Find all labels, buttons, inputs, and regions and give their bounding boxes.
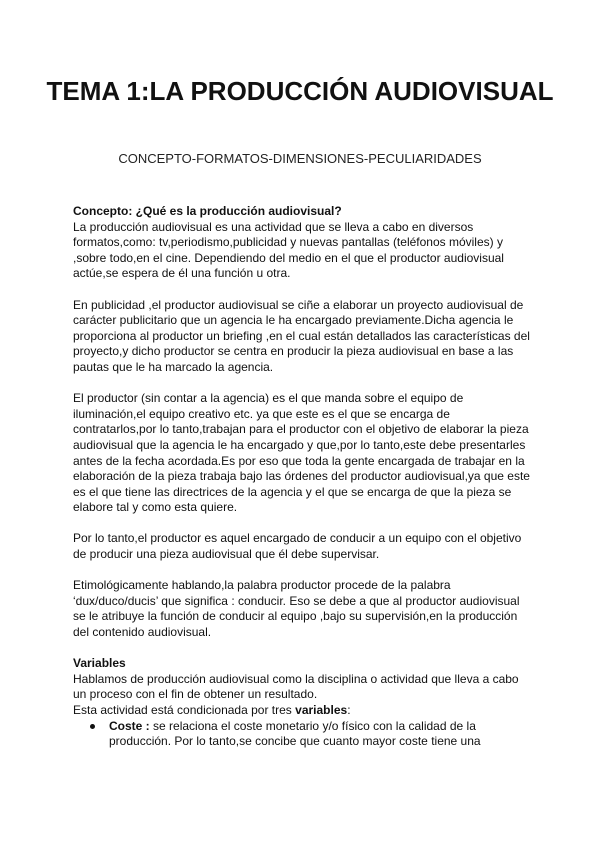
paragraph: Hablamos de producción audiovisual como la disciplina o actividad que lleva a cabo un proceso con el fin de obtener un resultado. (73, 671, 519, 702)
variables-lead-text: Esta actividad está condicionada por tres (73, 703, 296, 717)
variables-lead (73, 703, 533, 719)
variables-lead-end: : (347, 703, 351, 717)
paragraph: Por lo tanto,el productor es aquel encargado de conducir a un equipo con el objetivo de producir una pieza audiovisual que él debe supervisar. (73, 531, 522, 562)
variables-lead-bold: variables (295, 703, 348, 717)
section-heading-concepto: Concepto: ¿Qué es la producción audiovisual? (73, 204, 342, 218)
section-heading-variables: Variables (73, 656, 126, 671)
list-item (73, 719, 533, 750)
paragraph: La producción audiovisual es una actividad que se lleva a cabo en diversos formatos,como: tv,periodismo,publicidad y nuevas pantallas (teléfonos móviles) y ,sobre todo,en el cine. Dependiendo del medio en el que el productor audiovisual actúe,se espera de él una función u otra. (73, 219, 504, 281)
page-subtitle: CONCEPTO-FORMATOS-DIMENSIONES-PECULIARIDADES (118, 151, 482, 166)
paragraph: En publicidad ,el productor audiovisual se ciñe a elaborar un proyecto audiovisual de carácter publicitario que un agencia le ha encargado previamente.Dicha agencia le proporciona al productor un briefing ,en el cual están detallados las características del proyecto,y dicho productor se centra en producir la pieza audiovisual en base a las pautas que le ha marcado la agencia. (73, 297, 530, 374)
paragraph: Etimológicamente hablando,la palabra productor procede de la palabra ‘dux/duco/ducis’ que significa : conducir. Eso se debe a que al productor audiovisual se le atribuye la función de conducir al equipo ,bajo su supervisión,en la producción del contenido audiovisual. (73, 578, 520, 640)
bullet-icon (90, 724, 95, 729)
variables-list (73, 719, 533, 750)
paragraph: El productor (sin contar a la agencia) es el que manda sobre el equipo de iluminación,el equipo creativo etc. ya que este es el que se encarga de contratarlos,por lo tanto,trabajan para el productor con el objetivo de elaborar la pieza audiovisual que la agencia le ha encargado y que,por lo tanto,este debe presentarles antes de la fecha acordada.Es por eso que toda la gente encargada de trabajar en la elaboración de la pieza trabaja bajo las órdenes del productor audiovisual,ya que este es el que tiene las directrices de la agencia y el que se encarga de que la pieza se elabore tal y como esta quiere. (73, 391, 530, 515)
page-title: TEMA 1:LA PRODUCCIÓN AUDIOVISUAL (46, 76, 554, 106)
list-item-text: se relaciona el coste monetario y/o físico con la calidad de la producción. Por lo tanto,se concibe que cuanto mayor coste tiene una (109, 718, 481, 749)
list-item-term: Coste : (109, 718, 154, 733)
document-body (73, 204, 533, 750)
